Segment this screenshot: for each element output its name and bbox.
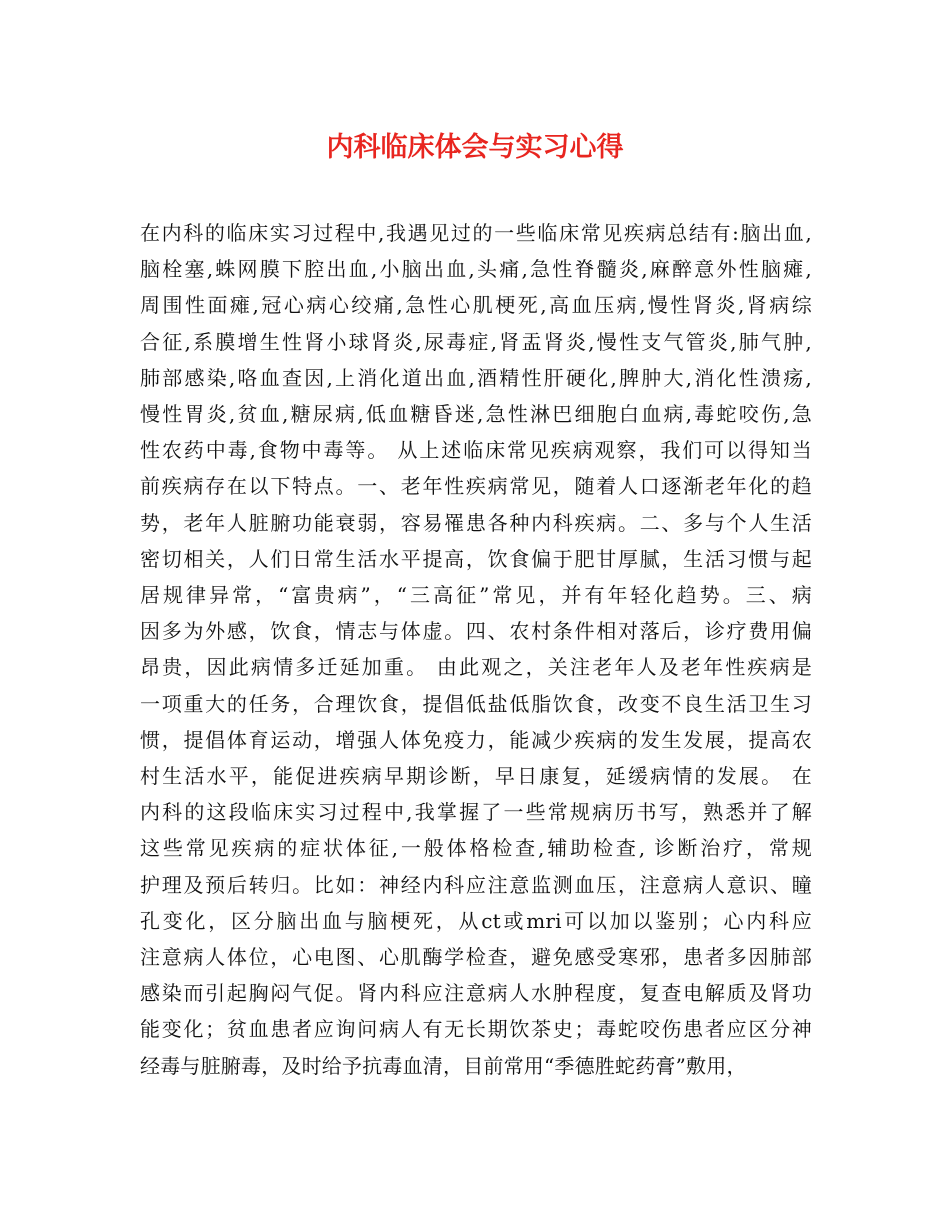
body-line: 一项重大的任务，合理饮食，提倡低盐低脂饮食，改变不良生活卫生习 — [140, 691, 812, 716]
body-line: 居规律异常，“富贵病”，“三高征”常见，并有年轻化趋势。三、病 — [140, 583, 812, 608]
body-line: 势，老年人脏腑功能衰弱，容易罹患各种内科疾病。二、多与个人生活 — [140, 510, 812, 535]
body-line: 注意病人体位，心电图、心肌酶学检查，避免感受寒邪，患者多因肺部 — [140, 945, 812, 970]
body-line: 感染而引起胸闷气促。肾内科应注意病人水肿程度，复查电解质及肾功 — [140, 981, 812, 1006]
document-body — [140, 215, 812, 1084]
body-line: 密切相关，人们日常生活水平提高，饮食偏于肥甘厚腻，生活习惯与起 — [140, 546, 812, 571]
body-line: 昂贵，因此病情多迁延加重。 由此观之，关注老年人及老年性疾病是 — [140, 655, 812, 680]
body-line: 村生活水平，能促进疾病早期诊断，早日康复，延缓病情的发展。 在 — [140, 764, 812, 789]
body-line: 惯，提倡体育运动，增强人体免疫力，能减少疾病的发生发展，提高农 — [140, 727, 812, 752]
body-line: 周围性面瘫,冠心病心绞痛,急性心肌梗死,高血压病,慢性肾炎,肾病综 — [140, 293, 812, 318]
body-line: 前疾病存在以下特点。一、老年性疾病常见，随着人口逐渐老年化的趋 — [140, 474, 812, 499]
body-line: 能变化；贫血患者应询问病人有无长期饮茶史；毒蛇咬伤患者应区分神 — [140, 1017, 812, 1042]
body-line: 慢性胃炎,贫血,糖尿病,低血糖昏迷,急性淋巴细胞白血病,毒蛇咬伤,急 — [140, 402, 812, 427]
body-line: 脑栓塞,蛛网膜下腔出血,小脑出血,头痛,急性脊髓炎,麻醉意外性脑瘫, — [140, 257, 812, 282]
body-line: 护理及预后转归。比如：神经内科应注意监测血压，注意病人意识、瞳 — [140, 872, 812, 897]
body-line: 性农药中毒,食物中毒等。 从上述临床常见疾病观察，我们可以得知当 — [140, 438, 812, 463]
body-line: 孔变化，区分脑出血与脑梗死，从ct或mri可以加以鉴别；心内科应 — [140, 908, 812, 933]
body-line: 在内科的临床实习过程中,我遇见过的一些临床常见疾病总结有:脑出血, — [140, 221, 812, 245]
body-line: 肺部感染,咯血查因,上消化道出血,酒精性肝硬化,脾肿大,消化性溃疡, — [140, 365, 812, 390]
document-title: 内科临床体会与实习心得 — [326, 132, 624, 163]
body-line: 内科的这段临床实习过程中,我掌握了一些常规病历书写，熟悉并了解 — [140, 800, 812, 825]
body-line: 合征,系膜增生性肾小球肾炎,尿毒症,肾盂肾炎,慢性支气管炎,肺气肿, — [140, 329, 812, 354]
body-line: 因多为外感，饮食，情志与体虚。四、农村条件相对落后，诊疗费用偏 — [140, 619, 812, 644]
body-line: 这些常见疾病的症状体征,一般体格检查,辅助检查, 诊断治疗，常规 — [140, 836, 812, 861]
body-line: 经毒与脏腑毒，及时给予抗毒血清，目前常用“季德胜蛇药膏”敷用， — [140, 1053, 747, 1078]
